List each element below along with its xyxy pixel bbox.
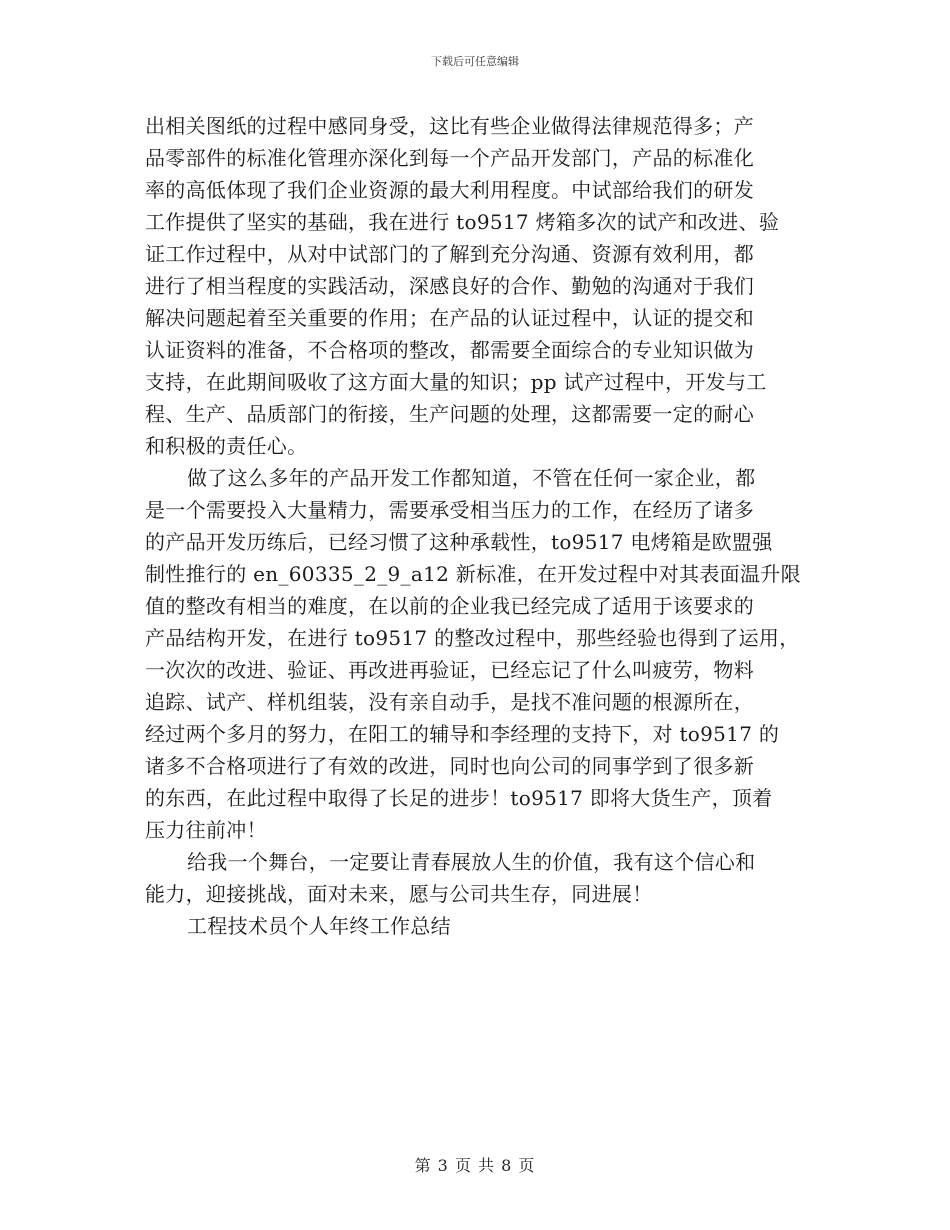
- section-title: 工程技术员个人年终工作总结: [187, 914, 451, 938]
- paragraph-line: 的东西，在此过程中取得了长足的进步！to9517 即将大货生产，顶着: [145, 786, 773, 810]
- paragraph-line: 经过两个多月的努力，在阳工的辅导和李经理的支持下，对 to9517 的: [145, 722, 780, 746]
- paragraph-line: 的产品开发历练后，已经习惯了这种承载性，to9517 电烤箱是欧盟强: [145, 530, 773, 554]
- paragraph-line: 证工作过程中，从对中试部门的了解到充分沟通、资源有效利用，都: [145, 242, 754, 266]
- paragraph-line: 压力往前冲！: [145, 818, 267, 842]
- paragraph-line: 支持，在此期间吸收了这方面大量的知识；pp 试产过程中，开发与工: [145, 370, 767, 394]
- paragraph-line: 能力，迎接挑战，面对未来，愿与公司共生存，同进展！: [145, 882, 653, 906]
- paragraph-line: 一次次的改进、验证、再改进再验证，已经忘记了什么叫疲劳，物料: [145, 658, 754, 682]
- paragraph-line: 认证资料的准备，不合格项的整改，都需要全面综合的专业知识做为: [145, 338, 754, 362]
- paragraph-line: 诸多不合格项进行了有效的改进，同时也向公司的同事学到了很多新: [145, 754, 754, 778]
- paragraph-line: 解决问题起着至关重要的作用；在产品的认证过程中，认证的提交和: [145, 306, 754, 330]
- paragraph-line: 程、生产、品质部门的衔接，生产问题的处理，这都需要一定的耐心: [145, 402, 754, 426]
- paragraph-line: 品零部件的标准化管理亦深化到每一个产品开发部门，产品的标准化: [145, 146, 754, 170]
- paragraph-line: 给我一个舞台，一定要让青春展放人生的价值，我有这个信心和: [187, 850, 756, 874]
- paragraph-line: 制性推行的 en_60335_2_9_a12 新标准，在开发过程中对其表面温升限: [145, 562, 801, 586]
- paragraph-line: 率的高低体现了我们企业资源的最大利用程度。中试部给我们的研发: [145, 178, 754, 202]
- document-body: [145, 110, 810, 942]
- paragraph-line: 进行了相当程度的实践活动，深感良好的合作、勤勉的沟通对于我们: [145, 274, 754, 298]
- paragraph-line: 产品结构开发，在进行 to9517 的整改过程中，那些经验也得到了运用，: [145, 626, 800, 650]
- paragraph-line: 是一个需要投入大量精力，需要承受相当压力的工作，在经历了诸多: [145, 498, 754, 522]
- header-note: 下载后可任意编辑: [431, 55, 519, 68]
- paragraph-line: 追踪、试产、样机组装，没有亲自动手，是找不准问题的根源所在，: [145, 690, 754, 714]
- paragraph-line: 出相关图纸的过程中感同身受，这比有些企业做得法律规范得多；产: [145, 114, 754, 138]
- paragraph-line: 值的整改有相当的难度，在以前的企业我已经完成了适用于该要求的: [145, 594, 754, 618]
- paragraph-line: 做了这么多年的产品开发工作都知道，不管在任何一家企业，都: [187, 466, 756, 490]
- paragraph-line: 工作提供了坚实的基础，我在进行 to9517 烤箱多次的试产和改进、验: [145, 210, 780, 234]
- paragraph-line: 和积极的责任心。: [145, 434, 308, 458]
- page-number-footer: 第 3 页 共 8 页: [414, 1156, 536, 1175]
